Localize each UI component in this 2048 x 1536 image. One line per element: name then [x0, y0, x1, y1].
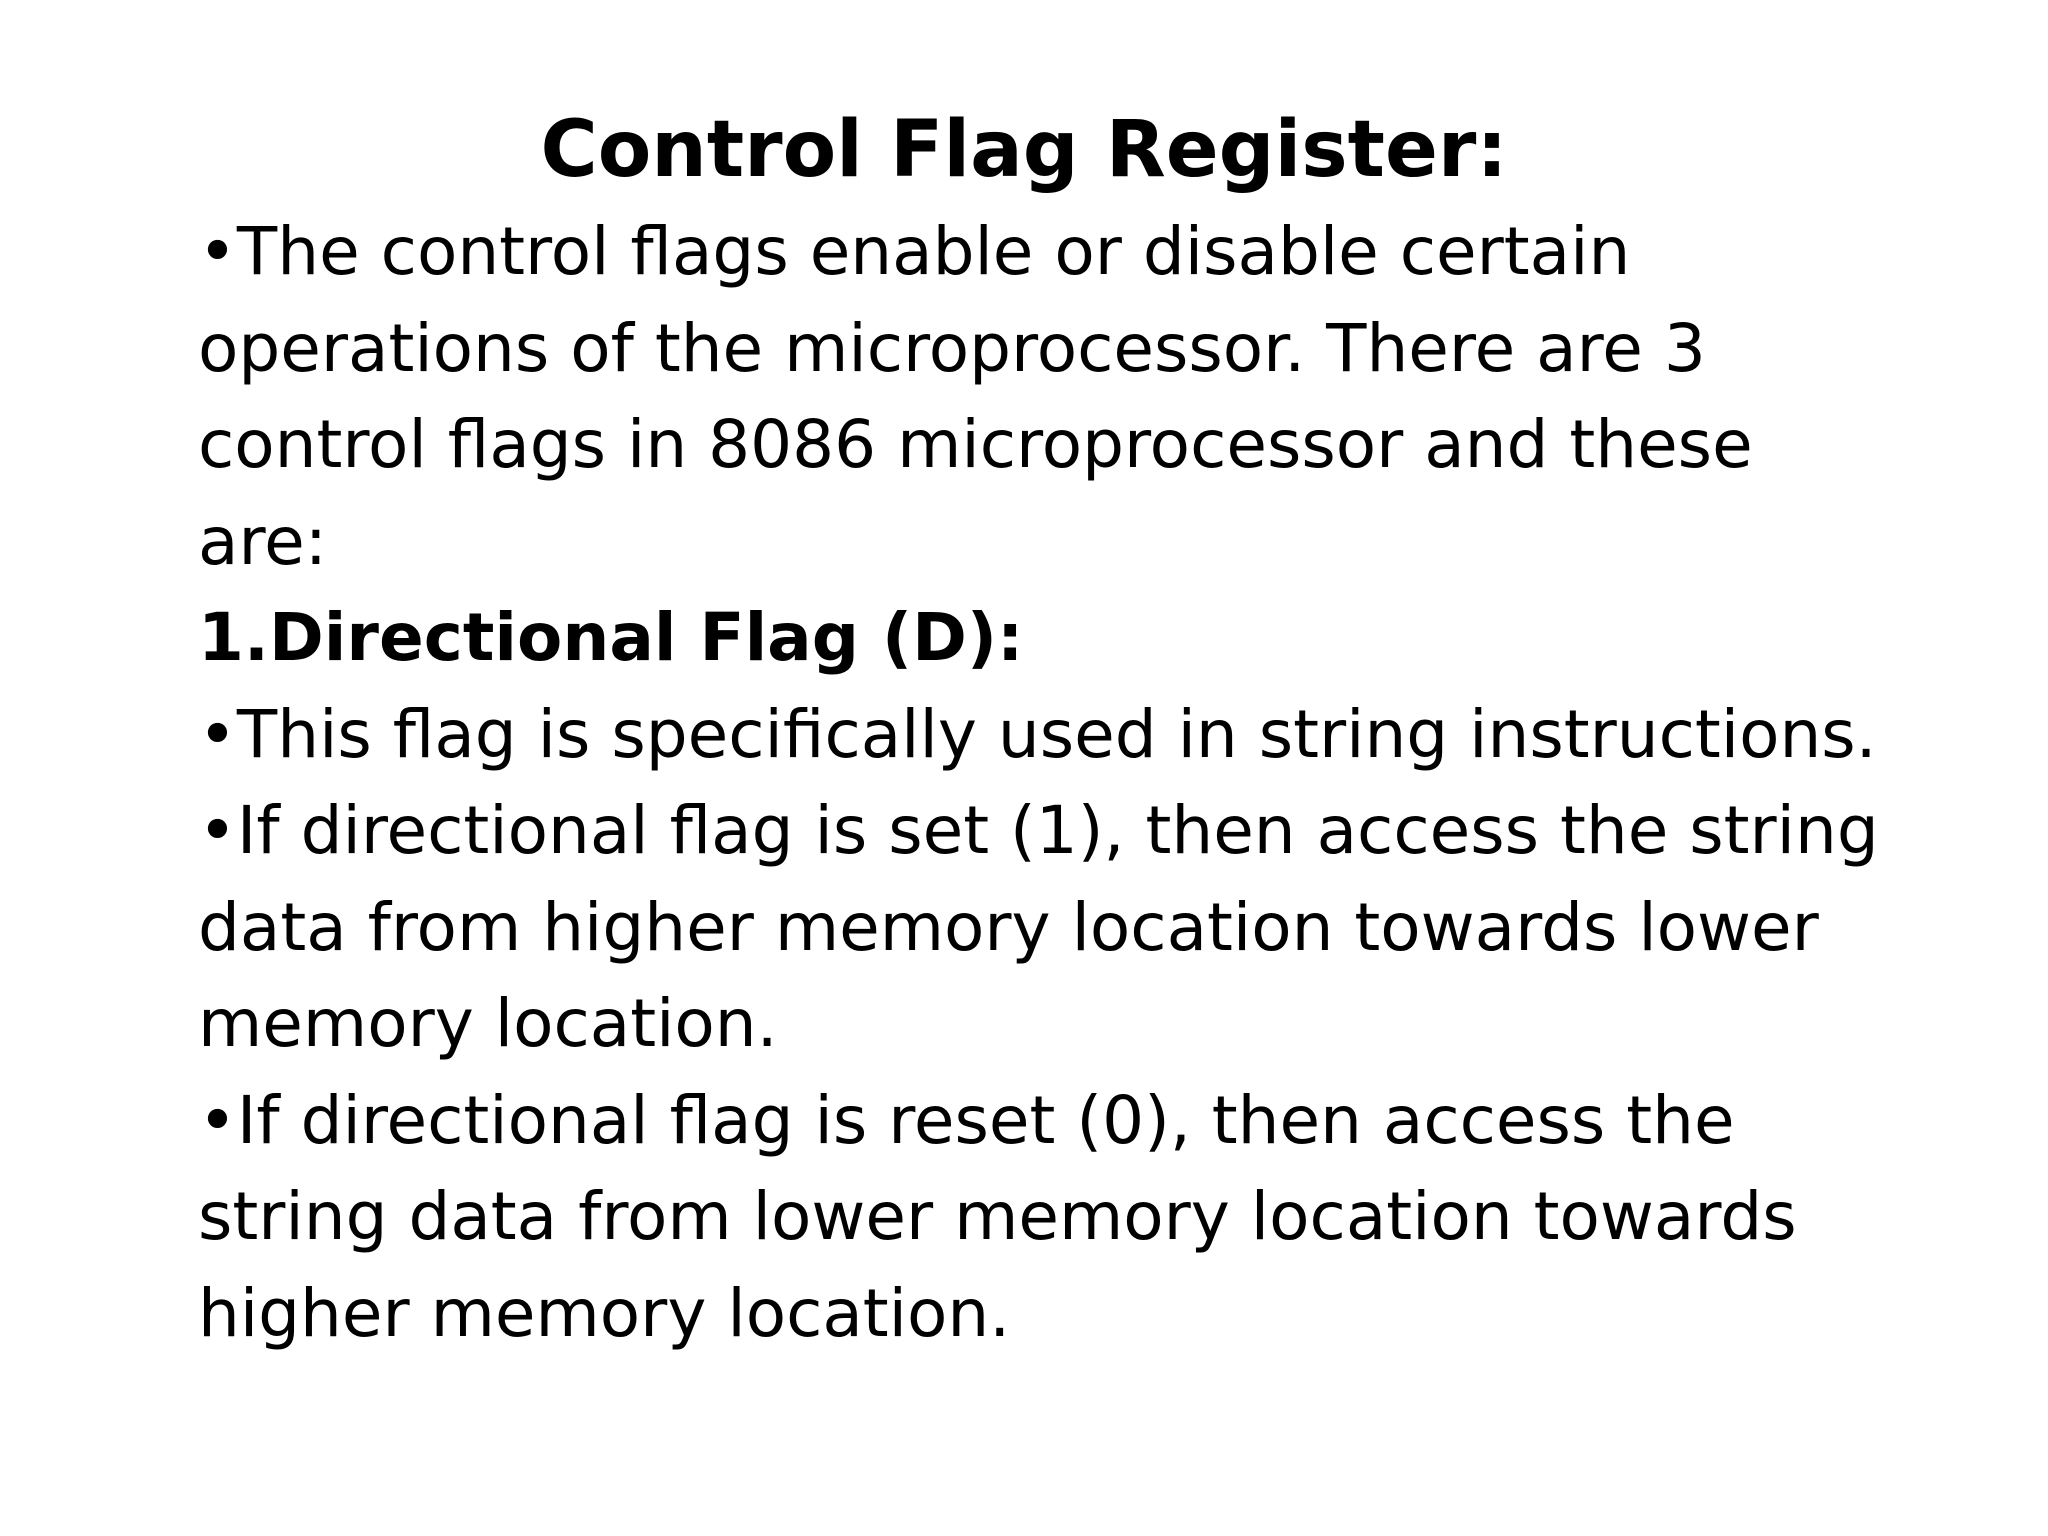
- body-line: control flags in 8086 microprocessor and these: [198, 406, 1753, 483]
- body-line: •The control flags enable or disable certain: [198, 213, 1631, 290]
- section-heading: 1.Directional Flag (D):: [198, 599, 1024, 676]
- body-line: data from higher memory location towards lower: [198, 888, 1819, 966]
- body-line: •This flag is specifically used in string instructions.: [198, 695, 1877, 773]
- body-line: are:: [198, 502, 327, 580]
- body-line: •If directional flag is reset (0), then access the: [198, 1081, 1735, 1159]
- slide-body: [198, 204, 1898, 1362]
- body-line: string data from lower memory location towards: [198, 1178, 1797, 1255]
- body-line: higher memory location.: [198, 1274, 1011, 1352]
- body-line: operations of the microprocessor. There are 3: [198, 309, 1706, 387]
- body-line: memory location.: [198, 985, 778, 1062]
- body-line: •If directional flag is set (1), then access the string: [198, 792, 1879, 869]
- slide-title: Control Flag Register:: [540, 105, 1508, 195]
